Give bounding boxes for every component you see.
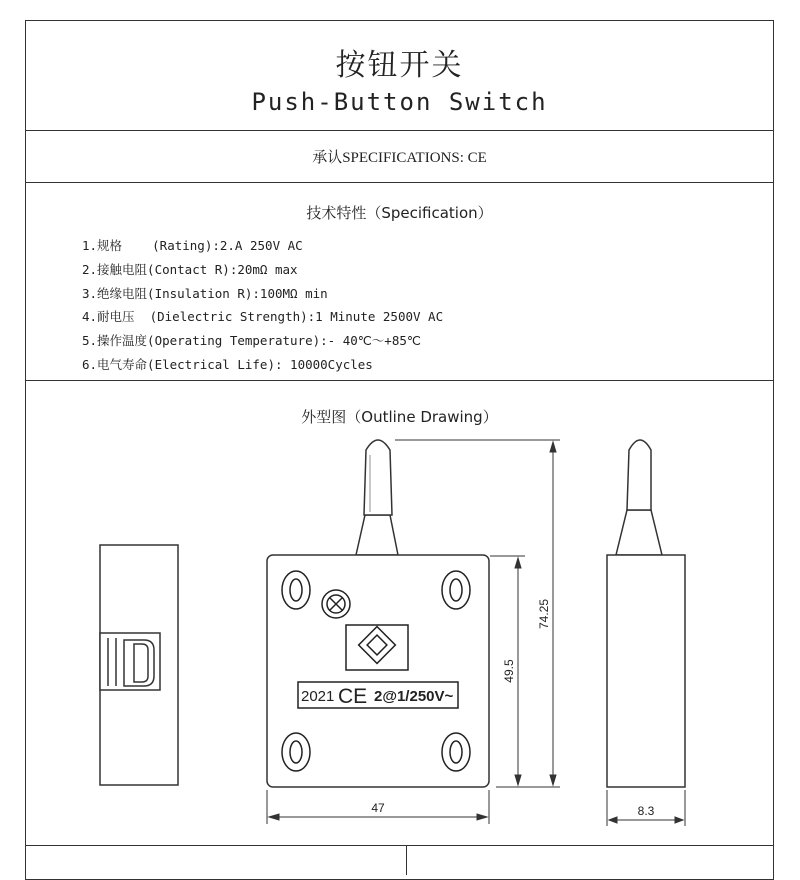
spec-item-dielectric-strength: 4.耐电压 (Dielectric Strength):1 Minute 2500V AC — [82, 309, 444, 325]
spec-item-operating-temperature: 5.操作温度(Operating Temperature):- 40℃～+85℃ — [82, 333, 421, 349]
dim-depth: 8.3 — [637, 804, 655, 818]
title-english: Push-Button Switch — [251, 88, 548, 116]
dim-body-height: 49.5 — [502, 659, 516, 683]
front-view-body — [267, 555, 489, 787]
spec-item-insulation-resistance: 3.绝缘电阻(Insulation R):100MΩ min — [82, 285, 328, 301]
front-view-lever — [356, 440, 398, 555]
side-view-right — [607, 440, 685, 787]
spec-item-rating: 1.规格 (Rating):2.A 250V AC — [82, 238, 303, 253]
label-ce-mark: CE — [338, 685, 368, 708]
outline-section-title: 外型图（Outline Drawing） — [301, 408, 498, 426]
approval-line: 承认SPECIFICATIONS: CE — [312, 150, 487, 166]
label-rating: 2@1/250V~ — [374, 688, 454, 705]
spec-item-contact-resistance: 2.接触电阻(Contact R):20mΩ max — [82, 261, 298, 277]
spec-section-title: 技术特性（Specification） — [306, 204, 493, 222]
dim-total-height: 74.25 — [537, 598, 551, 630]
label-year: 2021 — [301, 688, 335, 705]
dim-width: 47 — [371, 801, 385, 815]
side-view-left — [100, 545, 178, 785]
title-chinese: 按钮开关 — [335, 48, 464, 83]
spec-item-electrical-life: 6.电气寿命(Electrical Life): 10000Cycles — [82, 356, 373, 372]
